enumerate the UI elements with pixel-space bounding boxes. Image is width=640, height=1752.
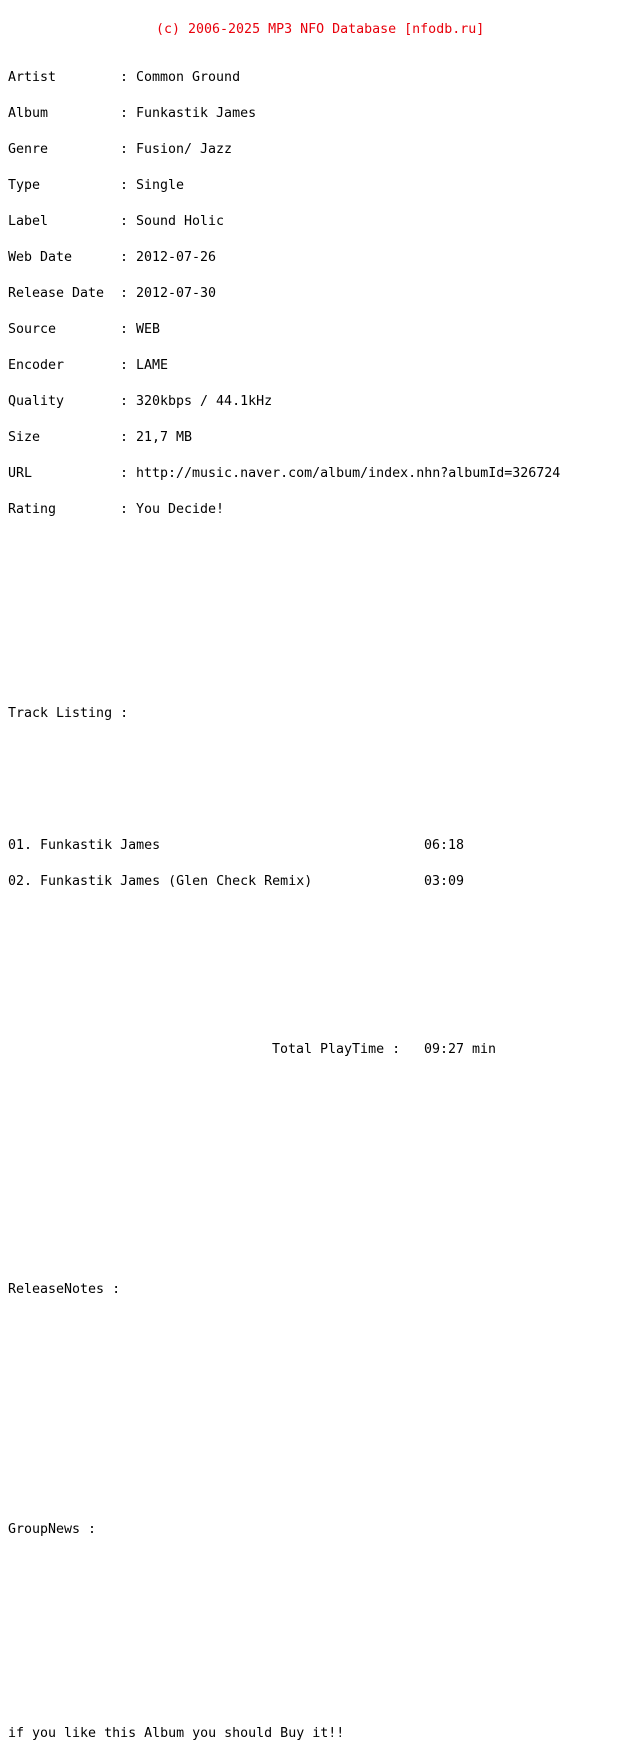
info-row-rating: [8, 504, 628, 516]
info-separator: :: [120, 358, 129, 373]
spacer: [8, 1680, 628, 1692]
info-key: Label: [8, 214, 49, 229]
info-key: URL: [8, 466, 33, 481]
info-key: Type: [8, 178, 41, 193]
spacer: [8, 1476, 628, 1488]
info-key: Genre: [8, 142, 49, 157]
nfo-document: [8, 0, 628, 1752]
info-value: 2012-07-30: [136, 286, 217, 301]
spacer: [8, 552, 628, 564]
spacer: [8, 1440, 628, 1452]
spacer: [8, 1572, 628, 1584]
info-row-encoder: [8, 360, 628, 372]
info-row-source: [8, 324, 628, 336]
info-separator: :: [120, 466, 129, 481]
info-row-size: [8, 432, 628, 444]
spacer: [8, 924, 628, 936]
info-key: Web Date: [8, 250, 73, 265]
info-value-url: http://music.naver.com/album/index.nhn?albumId=326724: [136, 466, 561, 481]
track-row: [8, 840, 628, 852]
spacer: [8, 792, 628, 804]
info-key: Artist: [8, 70, 57, 85]
info-separator: :: [120, 286, 129, 301]
info-value: WEB: [136, 322, 161, 337]
info-value: Sound Holic: [136, 214, 225, 229]
info-row-album: [8, 108, 628, 120]
info-row-artist: [8, 72, 628, 84]
info-value: 2012-07-26: [136, 250, 217, 265]
info-key: Quality: [8, 394, 65, 409]
info-separator: :: [120, 502, 129, 517]
spacer: [8, 1128, 628, 1140]
spacer: [8, 1164, 628, 1176]
track-listing-heading: Track Listing :: [8, 706, 129, 721]
nfodb-header: (c) 2006-2025 MP3 NFO Database [nfodb.ru]: [156, 22, 485, 37]
info-key: Source: [8, 322, 57, 337]
info-value: Funkastik James: [136, 106, 257, 121]
spacer: [8, 1608, 628, 1620]
track-time: 06:18: [424, 838, 465, 853]
info-separator: :: [120, 142, 129, 157]
track-row: [8, 876, 628, 888]
info-value: Single: [136, 178, 185, 193]
group-news-heading: GroupNews :: [8, 1522, 97, 1537]
spacer: [8, 624, 628, 636]
info-separator: :: [120, 250, 129, 265]
info-key: Rating: [8, 502, 57, 517]
track-time: 03:09: [424, 874, 465, 889]
info-value: LAME: [136, 358, 169, 373]
info-value: Common Ground: [136, 70, 241, 85]
info-row-label: [8, 216, 628, 228]
spacer: [8, 1404, 628, 1416]
spacer: [8, 660, 628, 672]
total-playtime-value: 09:27 min: [424, 1042, 497, 1057]
spacer: [8, 588, 628, 600]
footer-message: if you like this Album you should Buy it!!: [8, 1726, 345, 1741]
spacer: [8, 1644, 628, 1656]
info-row-url: [8, 468, 628, 480]
info-separator: :: [120, 430, 129, 445]
spacer: [8, 1092, 628, 1104]
spacer: [8, 756, 628, 768]
info-separator: :: [120, 214, 129, 229]
info-key: Release Date: [8, 286, 105, 301]
info-value: 21,7 MB: [136, 430, 193, 445]
info-key: Album: [8, 106, 49, 121]
total-playtime-row: [8, 1044, 628, 1056]
track-title: 01. Funkastik James: [8, 838, 161, 853]
info-row-genre: [8, 144, 628, 156]
info-separator: :: [120, 322, 129, 337]
spacer: [8, 960, 628, 972]
info-value: You Decide!: [136, 502, 225, 517]
info-value: 320kbps / 44.1kHz: [136, 394, 273, 409]
info-key: Size: [8, 430, 41, 445]
info-row-release-date: [8, 288, 628, 300]
total-playtime-label: Total PlayTime :: [272, 1042, 401, 1057]
info-key: Encoder: [8, 358, 65, 373]
info-separator: :: [120, 70, 129, 85]
spacer: [8, 1200, 628, 1212]
spacer: [8, 996, 628, 1008]
release-notes-heading: ReleaseNotes :: [8, 1282, 121, 1297]
info-row-web-date: [8, 252, 628, 264]
info-row-quality: [8, 396, 628, 408]
track-title: 02. Funkastik James (Glen Check Remix): [8, 874, 313, 889]
info-separator: :: [120, 106, 129, 121]
info-separator: :: [120, 394, 129, 409]
spacer: [8, 1236, 628, 1248]
info-value: Fusion/ Jazz: [136, 142, 233, 157]
info-separator: :: [120, 178, 129, 193]
spacer: [8, 1368, 628, 1380]
info-row-type: [8, 180, 628, 192]
spacer: [8, 1332, 628, 1344]
